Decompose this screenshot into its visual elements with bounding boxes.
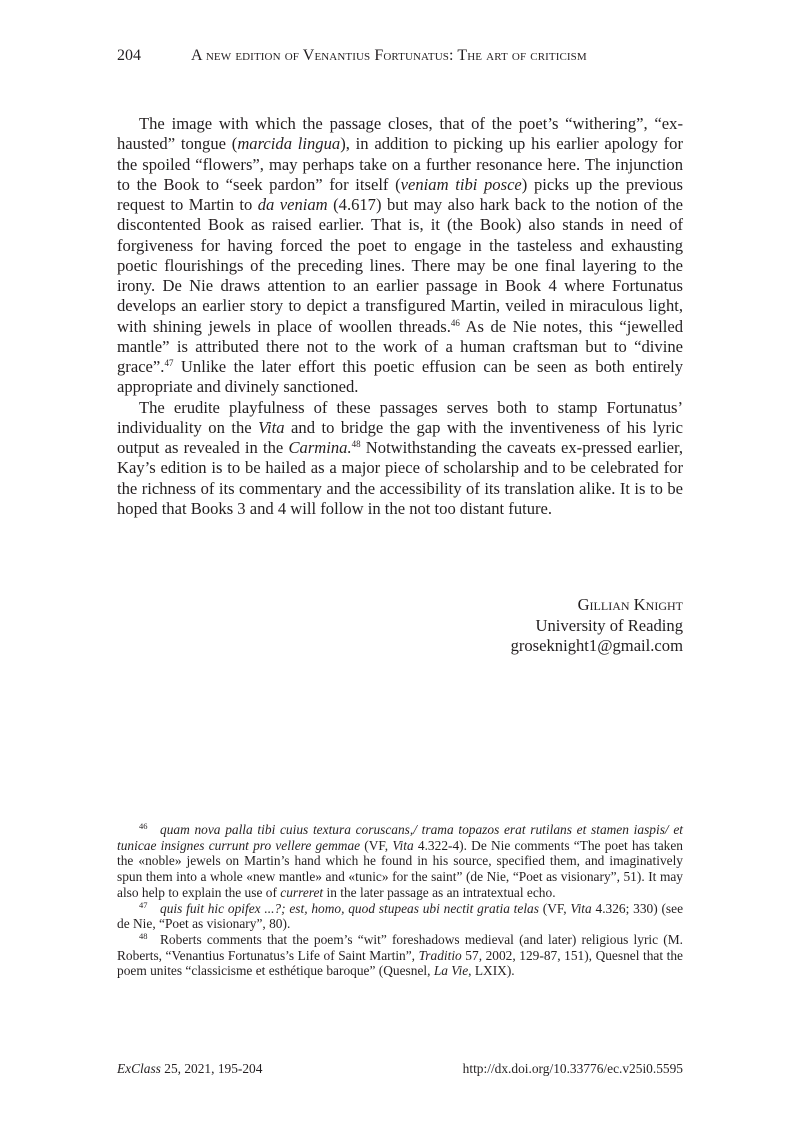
footnote-46: 46 quam nova palla tibi cuius textura coruscans,/ trama topazos erat rutilans et stamen iaspis/ et tunicae insignes currunt pro vellere gemmae (VF, Vita 4.322-4). De Nie comments “The poet has taken the «noble» jewels on Martin’s hand which he found in his source, specified them, and imaginatively spun them into a whole «new mantle» and «tunic» for the saint” (de Nie, “Poet as visionary”, 51). It may also help to explain the use of curreret in the later passage as an intratextual echo. [117,821,683,900]
author-email[interactable]: groseknight1@gmail.com [510,636,683,655]
text: Unlike the later effort this poetic effusion can be seen as both entirely appropriate and divinely sanctioned. [117,357,683,397]
author-name: Gillian Knight [577,595,683,614]
text: (VF, [538,900,571,916]
work-title: La Vie [433,963,469,979]
journal-citation [117,1061,262,1077]
text: Notwithstanding the caveats ex-pressed earlier, Kay’s edition is to be hailed as a major piece of scholarship and to be celebrated for the richness of its commentary and the accessibility of its translation alike. It is to be hoped that Books 3 and 4 will follow in the not too distant future. [117,438,683,518]
latin-quote: quis fuit hic opifex ...?; est, homo, quod stupeas ubi nectit gratia telas [160,900,539,916]
text: 4.326; 330) (see de Nie, “Poet as visionary”, 80). [117,900,684,932]
citation-details: 25, 2021, 195-204 [160,1061,263,1076]
footnote-47: 47 quis fuit hic opifex ...?; est, homo, quod stupeas ubi nectit gratia telas (VF, Vita 4.326; 330) (see de Nie, “Poet as visionary”, 80). [117,899,684,932]
text: The image with which the passage closes, that of the poet’s “withering”, “ex-hausted” tongue ( [117,114,683,154]
page-number: 204 [117,47,141,64]
paragraph-1 [117,114,683,398]
doi-link[interactable]: http://dx.doi.org/10.33776/ec.v25i0.5595 [462,1061,683,1076]
text: (VF, [360,837,393,853]
text: As de Nie notes, this “jewelled mantle” is attributed there not to the work of a human craftsman but to “divine grace”. [117,316,683,376]
work-title: Vita [570,900,592,916]
text: ), in addition to picking up his earlier apology for the spoiled “flowers”, may perhaps take on a further resonance here. The injunction to the Book to “seek pardon” for itself ( [117,134,684,194]
latin-word: curreret [280,884,324,900]
text: 4.322-4). De Nie comments “The poet has taken the «noble» jewels on Martin’s hand which he found in his source, specified them, and imaginatively spun them into a whole «new mantle» and «tunic» for the saint” (de Nie, “Poet as visionary”, 51). It may also help to explain the use of [117,837,683,900]
running-title: A new edition of Venantius Fortunatus: The art of criticism [191,47,587,64]
text: The erudite playfulness of these passages serves both to stamp Fortunatus’ individuality on the [117,397,683,437]
author-affiliation: University of Reading [535,615,683,635]
text: , LXIX). [468,963,515,979]
latin-phrase: marcida lingua [237,134,341,154]
author-signature [511,595,683,657]
paragraph-2 [117,398,683,520]
body-text [117,114,683,519]
text: ) picks up the previous request to Martin to [117,174,683,214]
footnote-48: 48 Roberts comments that the poem’s “wit” foreshadows medieval (and later) religious lyric (M. Roberts, “Venantius Fortunatus’s Life of Saint Martin”, Traditio 57, 2002, 129-87, 151), Quesnel that the poem unites “classicisme et esthétique baroque” (Quesnel, La Vie, LXIX). [117,930,683,979]
text: in the later passage as an intratextual echo. [323,884,556,900]
footnote-ref-48[interactable]: 48 [351,439,361,449]
journal-title: Traditio [418,947,462,963]
work-title: Carmina. [288,438,352,457]
journal-name: ExClass [117,1061,161,1076]
work-title: Vita [392,837,414,853]
footnote-ref-46[interactable]: 46 [450,317,460,328]
footnote-ref-47[interactable]: 47 [164,358,174,368]
latin-phrase: veniam tibi posce [400,174,522,194]
text: (4.617) but may also hark back to the notion of the discontented Book as raised earlier. That is, it (the Book) also stands in need of forgiveness for having forced the poet to engage in the tasteless and exhausting poetic flourishings of the preceding lines. There may be one final layering to the irony. De Nie draws attention to an earlier passage in Book 4 where Fortunatus develops an earlier story to depict a transfigured Martin, veiled in miraculous light, with shining jewels in place of woollen threads. [117,195,683,336]
footnotes [117,822,683,979]
text: Roberts comments that the poem’s “wit” foreshadows medieval (and later) religious lyric (M. Roberts, “Venantius Fortunatus’s Life of Saint Martin”, [117,931,683,963]
text: 57, 2002, 129-87, 151), Quesnel that the poem unites “classicisme et esthétique baroque” (Quesnel, [117,947,683,979]
work-title: Vita [258,417,285,437]
text: and to bridge the gap with the inventiveness of his lyric output as revealed in the [117,417,683,457]
latin-quote: quam nova palla tibi cuius textura coruscans,/ trama topazos erat rutilans et stamen iaspis/ et tunicae insignes currunt pro vellere gemmae [117,822,683,853]
latin-phrase: da veniam [257,195,328,214]
